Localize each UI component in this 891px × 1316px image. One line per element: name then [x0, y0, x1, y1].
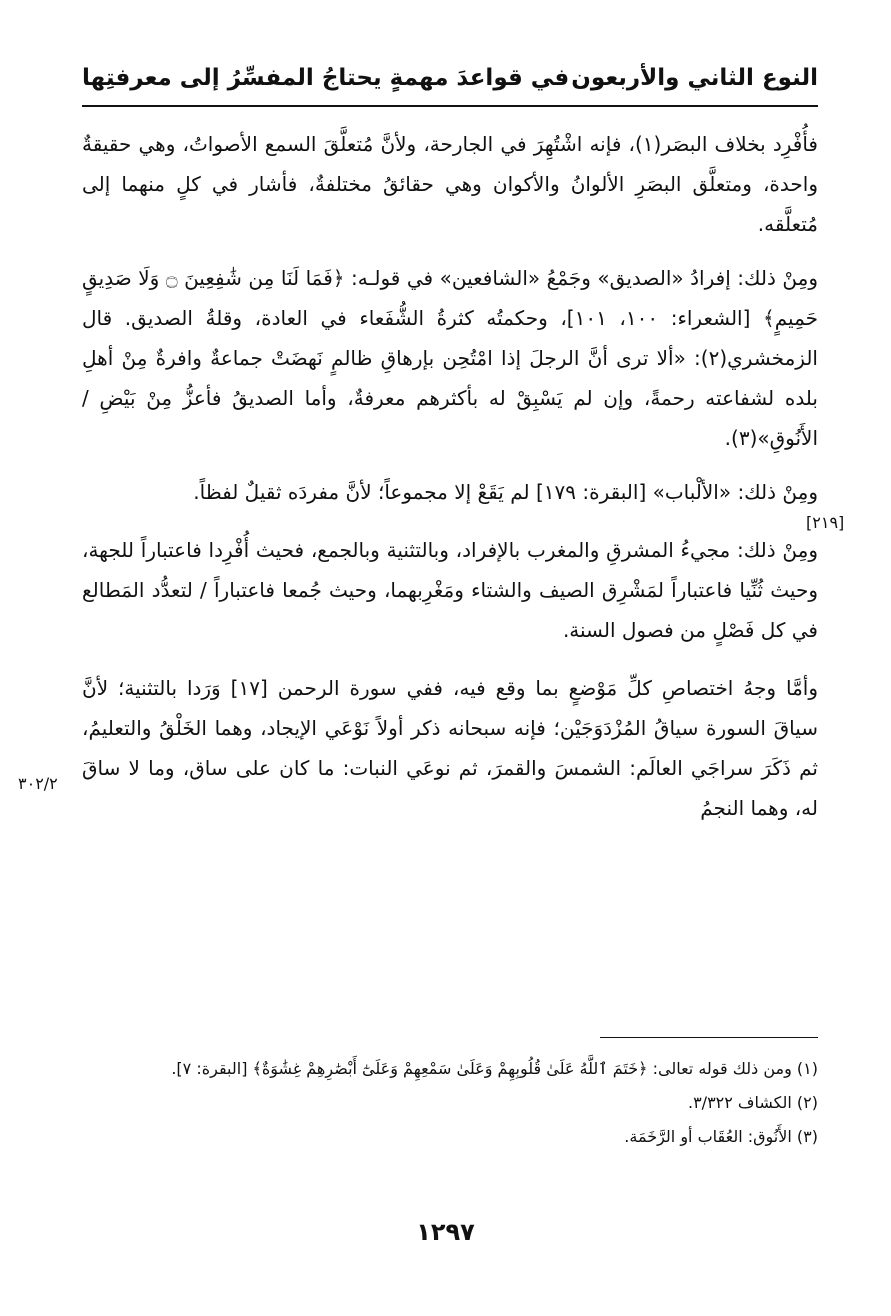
- footnote-1: (١) ومن ذلك قوله تعالى: ﴿خَتَمَ ٱللَّهُ عَلَىٰ قُلُوبِهِمْ وَعَلَىٰ سَمْعِهِمْ وَعَلَىٰٓ أَبْصَٰرِهِمْ غِشَٰوَةٌ﴾ [البقرة: ٧].: [171, 1059, 818, 1078]
- margin-reference-302: ٣٠٢/٢: [18, 774, 58, 793]
- paragraph: ومِنْ ذلك: «الألْباب» [البقرة: ١٧٩] لم يَقَعْ إلا مجموعاً؛ لأنَّ مفردَه ثقيلٌ لفظاً.: [193, 480, 818, 504]
- margin-reference-219: [٢١٩]: [806, 513, 845, 532]
- paragraph: ومِنْ ذلك: مجيءُ المشرقِ والمغرب بالإفراد، وبالتثنية وبالجمع، فحيث أُفْرِدا فاعتباراً للجهة، وحيث ثُنِّيا فاعتباراً لمَشْرِق الصيف والشتاء ومَغْرِبهما، وحيث جُمعا فاعتباراً / لتعدُّد المَطالع في كل فَصْلٍ من فصول السنة.: [82, 538, 818, 642]
- header-rule: [82, 105, 818, 107]
- paragraph: فأُفْرِد بخلاف البصَر(١)، فإنه اشْتُهِرَ في الجارحة، ولأنَّ مُتعلَّقَ السمع الأصواتُ، وهي حقيقةٌ واحدة، ومتعلَّق البصَرِ الألوانُ والأكوان وهي حقائقُ مختلفةٌ، فأشار في كلٍ منهما إلى مُتعلَّقه.: [82, 132, 818, 236]
- footnote-3: (٣) الأَنُوق: العُقَاب أو الرَّخَمَة.: [624, 1127, 818, 1146]
- footnote-rule: [600, 1037, 818, 1038]
- main-text: [82, 124, 818, 828]
- page-header: [82, 58, 818, 106]
- paragraph: ومِنْ ذلك: إفرادُ «الصديق» وجَمْعُ «الشافعين» في قولـه: ﴿فَمَا لَنَا مِن شَٰفِعِينَ ۝ وَلَا صَدِيقٍ حَمِيمٍ﴾ [الشعراء: ١٠٠، ١٠١]، وحكمتُه كثرةُ الشُّفَعاء في العادة، وقلةُ الصديق. قال الزمخشري(٢): «ألا ترى أنَّ الرجلَ إذا امْتُحِن بإرهاقِ ظالمٍ نَهضَتْ جماعةٌ وافرةٌ مِنْ أهلِ بلده لشفاعته رحمةً، وإن لم يَسْبِقْ له بأكثرهم معرفةٌ، وأما الصديقُ فأعزُّ مِنْ بَيْضِ / الأَنُوقِ»(٣).: [82, 266, 818, 450]
- footnotes: [82, 1052, 818, 1154]
- footnote-2: (٢) الكشاف ٣/٣٢٢.: [687, 1093, 818, 1112]
- paragraph: وأمَّا وجهُ اختصاصِ كلِّ مَوْضعٍ بما وقع فيه، ففي سورة الرحمن [١٧] وَرَدا بالتثنية؛ لأنَّ سياقَ السورة سياقُ المُزْدَوَجَيْن؛ فإنه سبحانه ذكر أولاً نَوْعَي الإيجاد، وهما الخَلْقُ والتعليمُ، ثم ذَكَرَ سراجَي العالَم: الشمسَ والقمرَ، ثم نوعَي النبات: ما كان على ساق، وما لا ساقَ له، وهما النجمُ: [82, 676, 818, 820]
- running-title: في قواعدَ مهمةٍ يحتاجُ المفسِّرُ إلى معرفتِها: [82, 65, 570, 91]
- page-number: ١٢٩٧: [416, 1218, 475, 1246]
- chapter-title: النوع الثاني والأربعون: [571, 65, 818, 91]
